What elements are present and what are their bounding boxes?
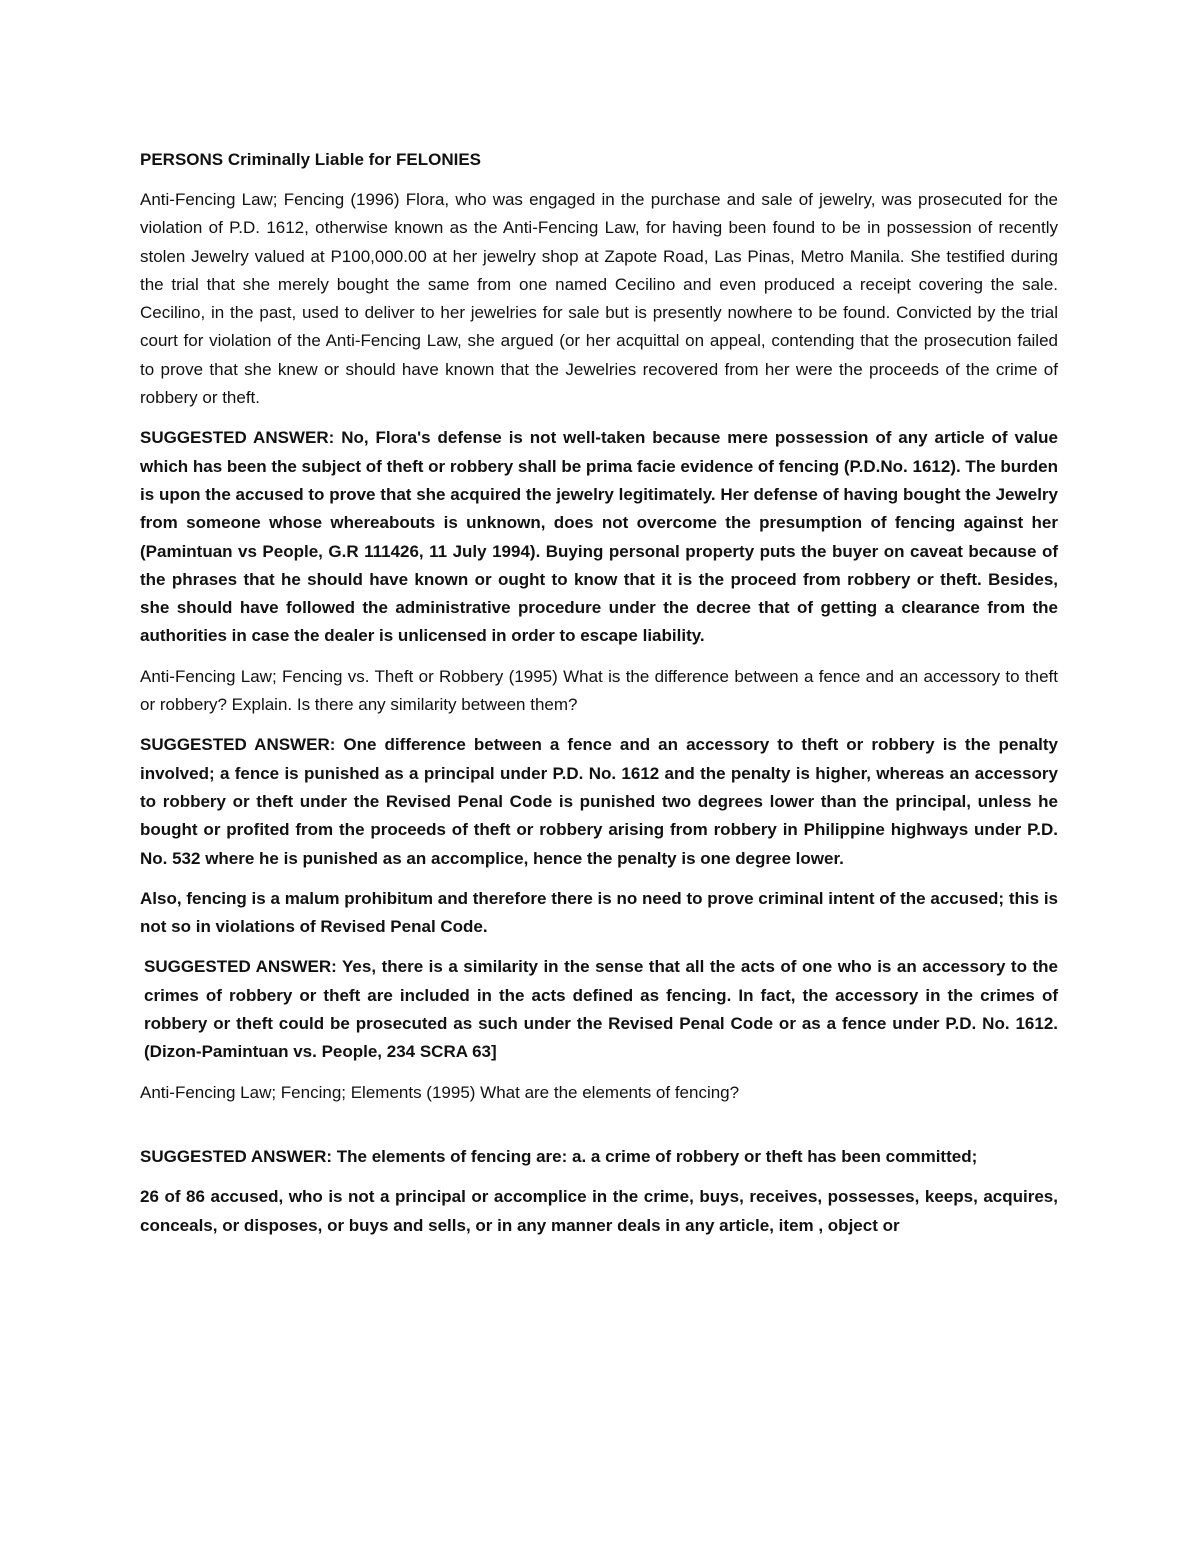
- question-paragraph-1996: Anti-Fencing Law; Fencing (1996) Flora, who was engaged in the purchase and sale of jewelry, was prosecuted for the violation of P.D. 1612, otherwise known as the Anti-Fencing Law, for having been found to be in possession of recently stolen Jewelry valued at P100,000.00 at her jewelry shop at Zapote Road, Las Pinas, Metro Manila. She testified during the trial that she merely bought the same from one named Cecilino and even produced a receipt covering the sale. Cecilino, in the past, used to deliver to her jewelries for sale but is presently nowhere to be found. Convicted by the trial court for violation of the Anti-Fencing Law, she argued (or her acquittal on appeal, contending that the prosecution failed to prove that she knew or should have known that the Jewelries recovered from her were the proceeds of the crime of robbery or theft.: [140, 190, 1058, 408]
- additional-answer-malum-prohibitum: Also, fencing is a malum prohibitum and therefore there is no need to prove criminal intent of the accused; this is not so in violations of Revised Penal Code.: [140, 888, 1058, 937]
- question-paragraph-elements: Anti-Fencing Law; Fencing; Elements (1995) What are the elements of fencing?: [140, 1082, 740, 1102]
- suggested-answer-elements: SUGGESTED ANSWER: The elements of fencing are: a. a crime of robbery or theft has been committed;: [140, 1146, 978, 1166]
- question-paragraph-1995-fence-vs-accessory: Anti-Fencing Law; Fencing vs. Theft or Robbery (1995) What is the difference between a fence and an accessory to theft or robbery? Explain. Is there any similarity between them?: [140, 666, 1058, 715]
- document-title: PERSONS Criminally Liable for FELONIES: [140, 150, 482, 169]
- suggested-answer-difference: SUGGESTED ANSWER: One difference between a fence and an accessory to theft or robbery is the penalty involved; a fence is punished as a principal under P.D. No. 1612 and the penalty is higher, whereas an accessory to robbery or theft under the Revised Penal Code is punished two degrees lower than the principal, unless he bought or profited from the proceeds of theft or robbery arising from robbery in Philippine highways under P.D. No. 532 where he is punished as an accomplice, hence the penalty is one degree lower.: [140, 735, 1058, 868]
- page-counter-continued-text: 26 of 86 accused, who is not a principal or accomplice in the crime, buys, receives, possesses, keeps, acquires, conceals, or disposes, or buys and sells, or in any manner deals in any article, item , object or: [140, 1187, 1058, 1235]
- document-page: [140, 146, 1058, 1252]
- suggested-answer-similarity: SUGGESTED ANSWER: Yes, there is a similarity in the sense that all the acts of one who is an accessory to the crimes of robbery or theft are included in the acts defined as fencing. In fact, the accessory in the crimes of robbery or theft could be prosecuted as such under the Revised Penal Code or as a fence under P.D. No. 1612. (Dizon-Pamintuan vs. People, 234 SCRA 63]: [144, 957, 1058, 1062]
- suggested-answer-1996: SUGGESTED ANSWER: No, Flora's defense is not well-taken because mere possession of any article of value which has been the subject of theft or robbery shall be prima facie evidence of fencing (P.D.No. 1612). The burden is upon the accused to prove that she acquired the jewelry legitimately. Her defense of having bought the Jewelry from someone whose whereabouts is unknown, does not overcome the presumption of fencing against her (Pamintuan vs People, G.R 111426, 11 July 1994). Buying personal property puts the buyer on caveat because of the phrases that he should have known or ought to know that it is the proceed from robbery or theft. Besides, she should have followed the administrative procedure under the decree that of getting a clearance from the authorities in case the dealer is unlicensed in order to escape liability.: [140, 428, 1058, 646]
